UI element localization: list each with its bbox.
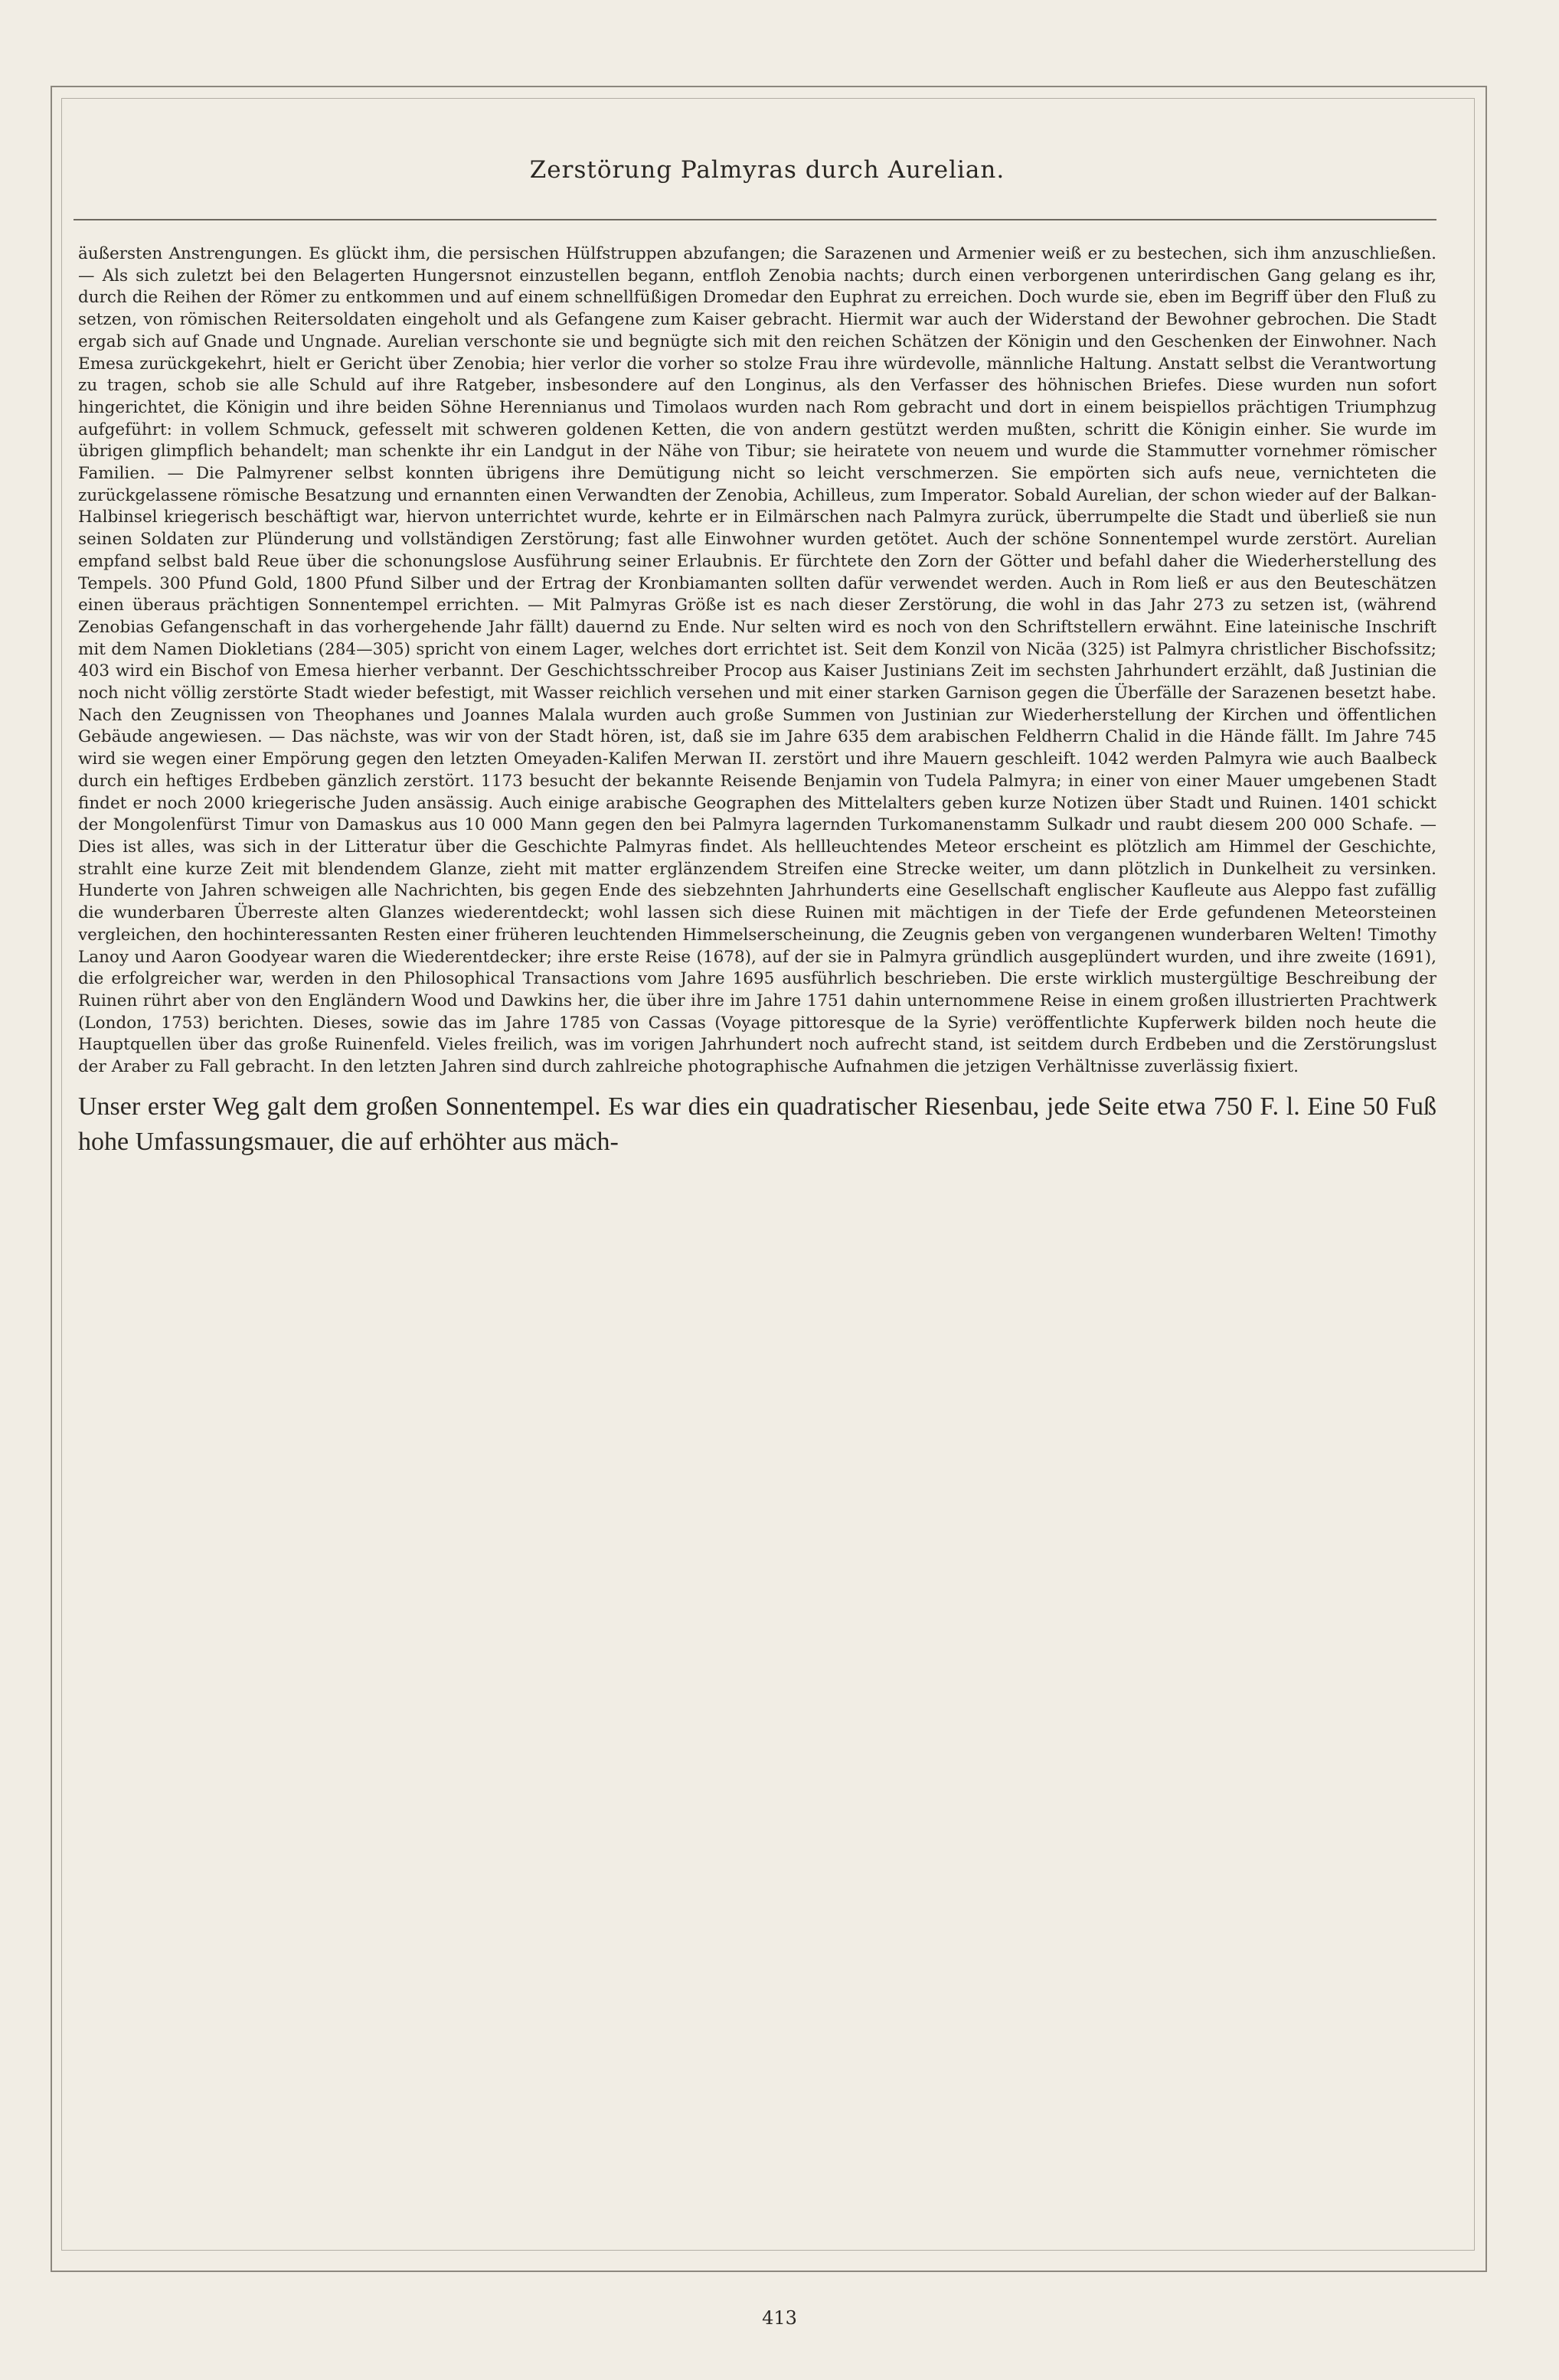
lead-paragraph: Unser erster Weg galt dem großen Sonnentempel. Es war dies ein quadratischer Riesenbau, jede Seite etwa 750 F. l. Eine 50 Fuß hohe Umfassungsmauer, die auf erhöhter aus mäch- (78, 1092, 1436, 1156)
header-rule (74, 219, 1436, 220)
body-paragraph: äußersten Anstrengungen. Es glückt ihm, die persischen Hülfstruppen abzufangen; die Sarazenen und Armenier weiß er zu bestechen, sich ihm anzuschließen. — Als sich zuletzt bei den Belagerten Hungersnot einzustellen begann, entfloh Zenobia nachts; durch einen verborgenen unterirdischen Gang gelang es ihr, durch die Reihen der Römer zu entkommen und auf einem schnellfüßigen Dromedar den Euphrat zu erreichen. Doch wurde sie, eben im Begriff über den Fluß zu setzen, von römischen Reitersoldaten eingeholt und als Gefangene zum Kaiser gebracht. Hiermit war auch der Widerstand der Bewohner gebrochen. Die Stadt ergab sich auf Gnade und Ungnade. Aurelian verschonte sie und begnügte sich mit den reichen Schätzen der Königin und den Geschenken der Einwohner. Nach Emesa zurückgekehrt, hielt er Gericht über Zenobia; hier verlor die vorher so stolze Frau ihre würdevolle, männliche Haltung. Anstatt selbst die Verantwortung zu tragen, schob sie alle Schuld auf ihre Ratgeber, insbesondere auf den Longinus, als den Verfasser des höhnischen Briefes. Diese wurden nun sofort hingerichtet, die Königin und ihre beiden Söhne Herennianus und Timolaos wurden nach Rom gebracht und dort in einem beispiellos prächtigen Triumphzug aufgeführt: in vollem Schmuck, gefesselt mit schweren goldenen Ketten, die von andern gestützt werden mußten, schritt die Königin einher. Sie wurde im übrigen glimpflich behandelt; man schenkte ihr ein Landgut in der Nähe von Tibur; sie heiratete von neuem und wurde die Stammutter vornehmer römischer Familien. — Die Palmyrener selbst konnten übrigens ihre Demütigung nicht so leicht verschmerzen. Sie empörten sich aufs neue, vernichteten die zurückgelassene römische Besatzung und ernannten einen Verwandten der Zenobia, Achilleus, zum Imperator. Sobald Aurelian, der schon wieder auf der Balkan-Halbinsel kriegerisch beschäftigt war, hiervon unterrichtet wurde, kehrte er in Eilmärschen nach Palmyra zurück, überrumpelte die Stadt und überließ sie nun seinen Soldaten zur Plünderung und vollständigen Zerstörung; fast alle Einwohner wurden getötet. Auch der schöne Sonnentempel wurde zerstört. Aurelian empfand selbst bald Reue über die schonungslose Ausführung seiner Erlaubnis. Er fürchtete den Zorn der Götter und befahl daher die Wiederherstellung des Tempels. 300 Pfund Gold, 1800 Pfund Silber und der Ertrag der Kronbiamanten sollten dafür verwendet werden. Auch in Rom ließ er aus den Beuteschätzen einen überaus prächtigen Sonnentempel errichten. — Mit Palmyras Größe ist es nach dieser Zerstörung, die wohl in das Jahr 273 zu setzen ist, (während Zenobias Gefangenschaft in das vorhergehende Jahr fällt) dauernd zu Ende. Nur selten wird es noch von den Schriftstellern erwähnt. Eine lateinische Inschrift mit dem Namen Diokletians (284—305) spricht von einem Lager, welches dort errichtet ist. Seit dem Konzil von Nicäa (325) ist Palmyra christlicher Bischofssitz; 403 wird ein Bischof von Emesa hierher verbannt. Der Geschichtsschreiber Procop aus Kaiser Justinians Zeit im sechsten Jahrhundert erzählt, daß Justinian die noch nicht völlig zerstörte Stadt wieder befestigt, mit Wasser reichlich versehen und mit einer starken Garnison gegen die Überfälle der Sarazenen besetzt habe. Nach den Zeugnissen von Theophanes und Joannes Malala wurden auch große Summen von Justinian zur Wiederherstellung der Kirchen und öffentlichen Gebäude angewiesen. — Das nächste, was wir von der Stadt hören, ist, daß sie im Jahre 635 dem arabischen Feldherrn Chalid in die Hände fällt. Im Jahre 745 wird sie wegen einer Empörung gegen den letzten Omeyaden-Kalifen Merwan II. zerstört und ihre Mauern geschleift. 1042 werden Palmyra wie auch Baalbeck durch ein heftiges Erdbeben gänzlich zerstört. 1173 besucht der bekannte Reisende Benjamin von Tudela Palmyra; in einer von einer Mauer umgebenen Stadt findet er noch 2000 kriegerische Juden ansässig. Auch einige arabische Geographen des Mittelalters geben kurze Notizen über Stadt und Ruinen. 1401 schickt der Mongolenfürst Timur von Damaskus aus 10 000 Mann gegen den bei Palmyra lagernden Turkomanenstamm Sulkadr und raubt diesem 200 000 Schafe. — Dies ist alles, was sich in der Litteratur über die Geschichte Palmyras findet. Als hellleuchtendes Meteor erscheint es plötzlich am Himmel der Geschichte, strahlt eine kurze Zeit mit blendendem Glanze, zieht mit matter erglänzendem Streifen eine Strecke weiter, um dann plötzlich in Dunkelheit zu versinken. Hunderte von Jahren schweigen alle Nachrichten, bis gegen Ende des siebzehnten Jahrhunderts eine Gesellschaft englischer Kaufleute aus Aleppo fast zufällig die wunderbaren Überreste alten Glanzes wiederentdeckt; wohl lassen sich diese Ruinen mit mächtigen in der Tiefe der Erde gefundenen Meteorsteinen vergleichen, den hochinteressanten Resten einer früheren leuchtenden Himmelserscheinung, die Zeugnis geben von vergangenen wunderbaren Welten! Timothy Lanoy und Aaron Goodyear waren die Wiederentdecker; ihre erste Reise (1678), auf der sie in Palmyra gründlich ausgeplündert wurden, und ihre zweite (1691), die erfolgreicher war, werden in den Philosophical Transactions vom Jahre 1695 ausführlich beschrieben. Die erste wirklich mustergültige Beschreibung der Ruinen rührt aber von den Engländern Wood und Dawkins her, die über ihre im Jahre 1751 dahin unternommene Reise in einem großen illustrierten Prachtwerk (London, 1753) berichten. Dieses, sowie das im Jahre 1785 von Cassas (Voyage pittoresque de la Syrie) veröffentlichte Kupferwerk bilden noch heute die Hauptquellen über das große Ruinenfeld. Vieles freilich, was im vorigen Jahrhundert noch aufrecht stand, ist seitdem durch Erdbeben und die Zerstörungslust der Araber zu Fall gebracht. In den letzten Jahren sind durch zahlreiche photographische Aufnahmen die jetzigen Verhältnisse zuverlässig fixiert. (78, 244, 1436, 1077)
text-body (78, 243, 1436, 1160)
running-header: Zerstörung Palmyras durch Aurelian. (529, 156, 1005, 184)
page-number: 413 (762, 2307, 797, 2329)
